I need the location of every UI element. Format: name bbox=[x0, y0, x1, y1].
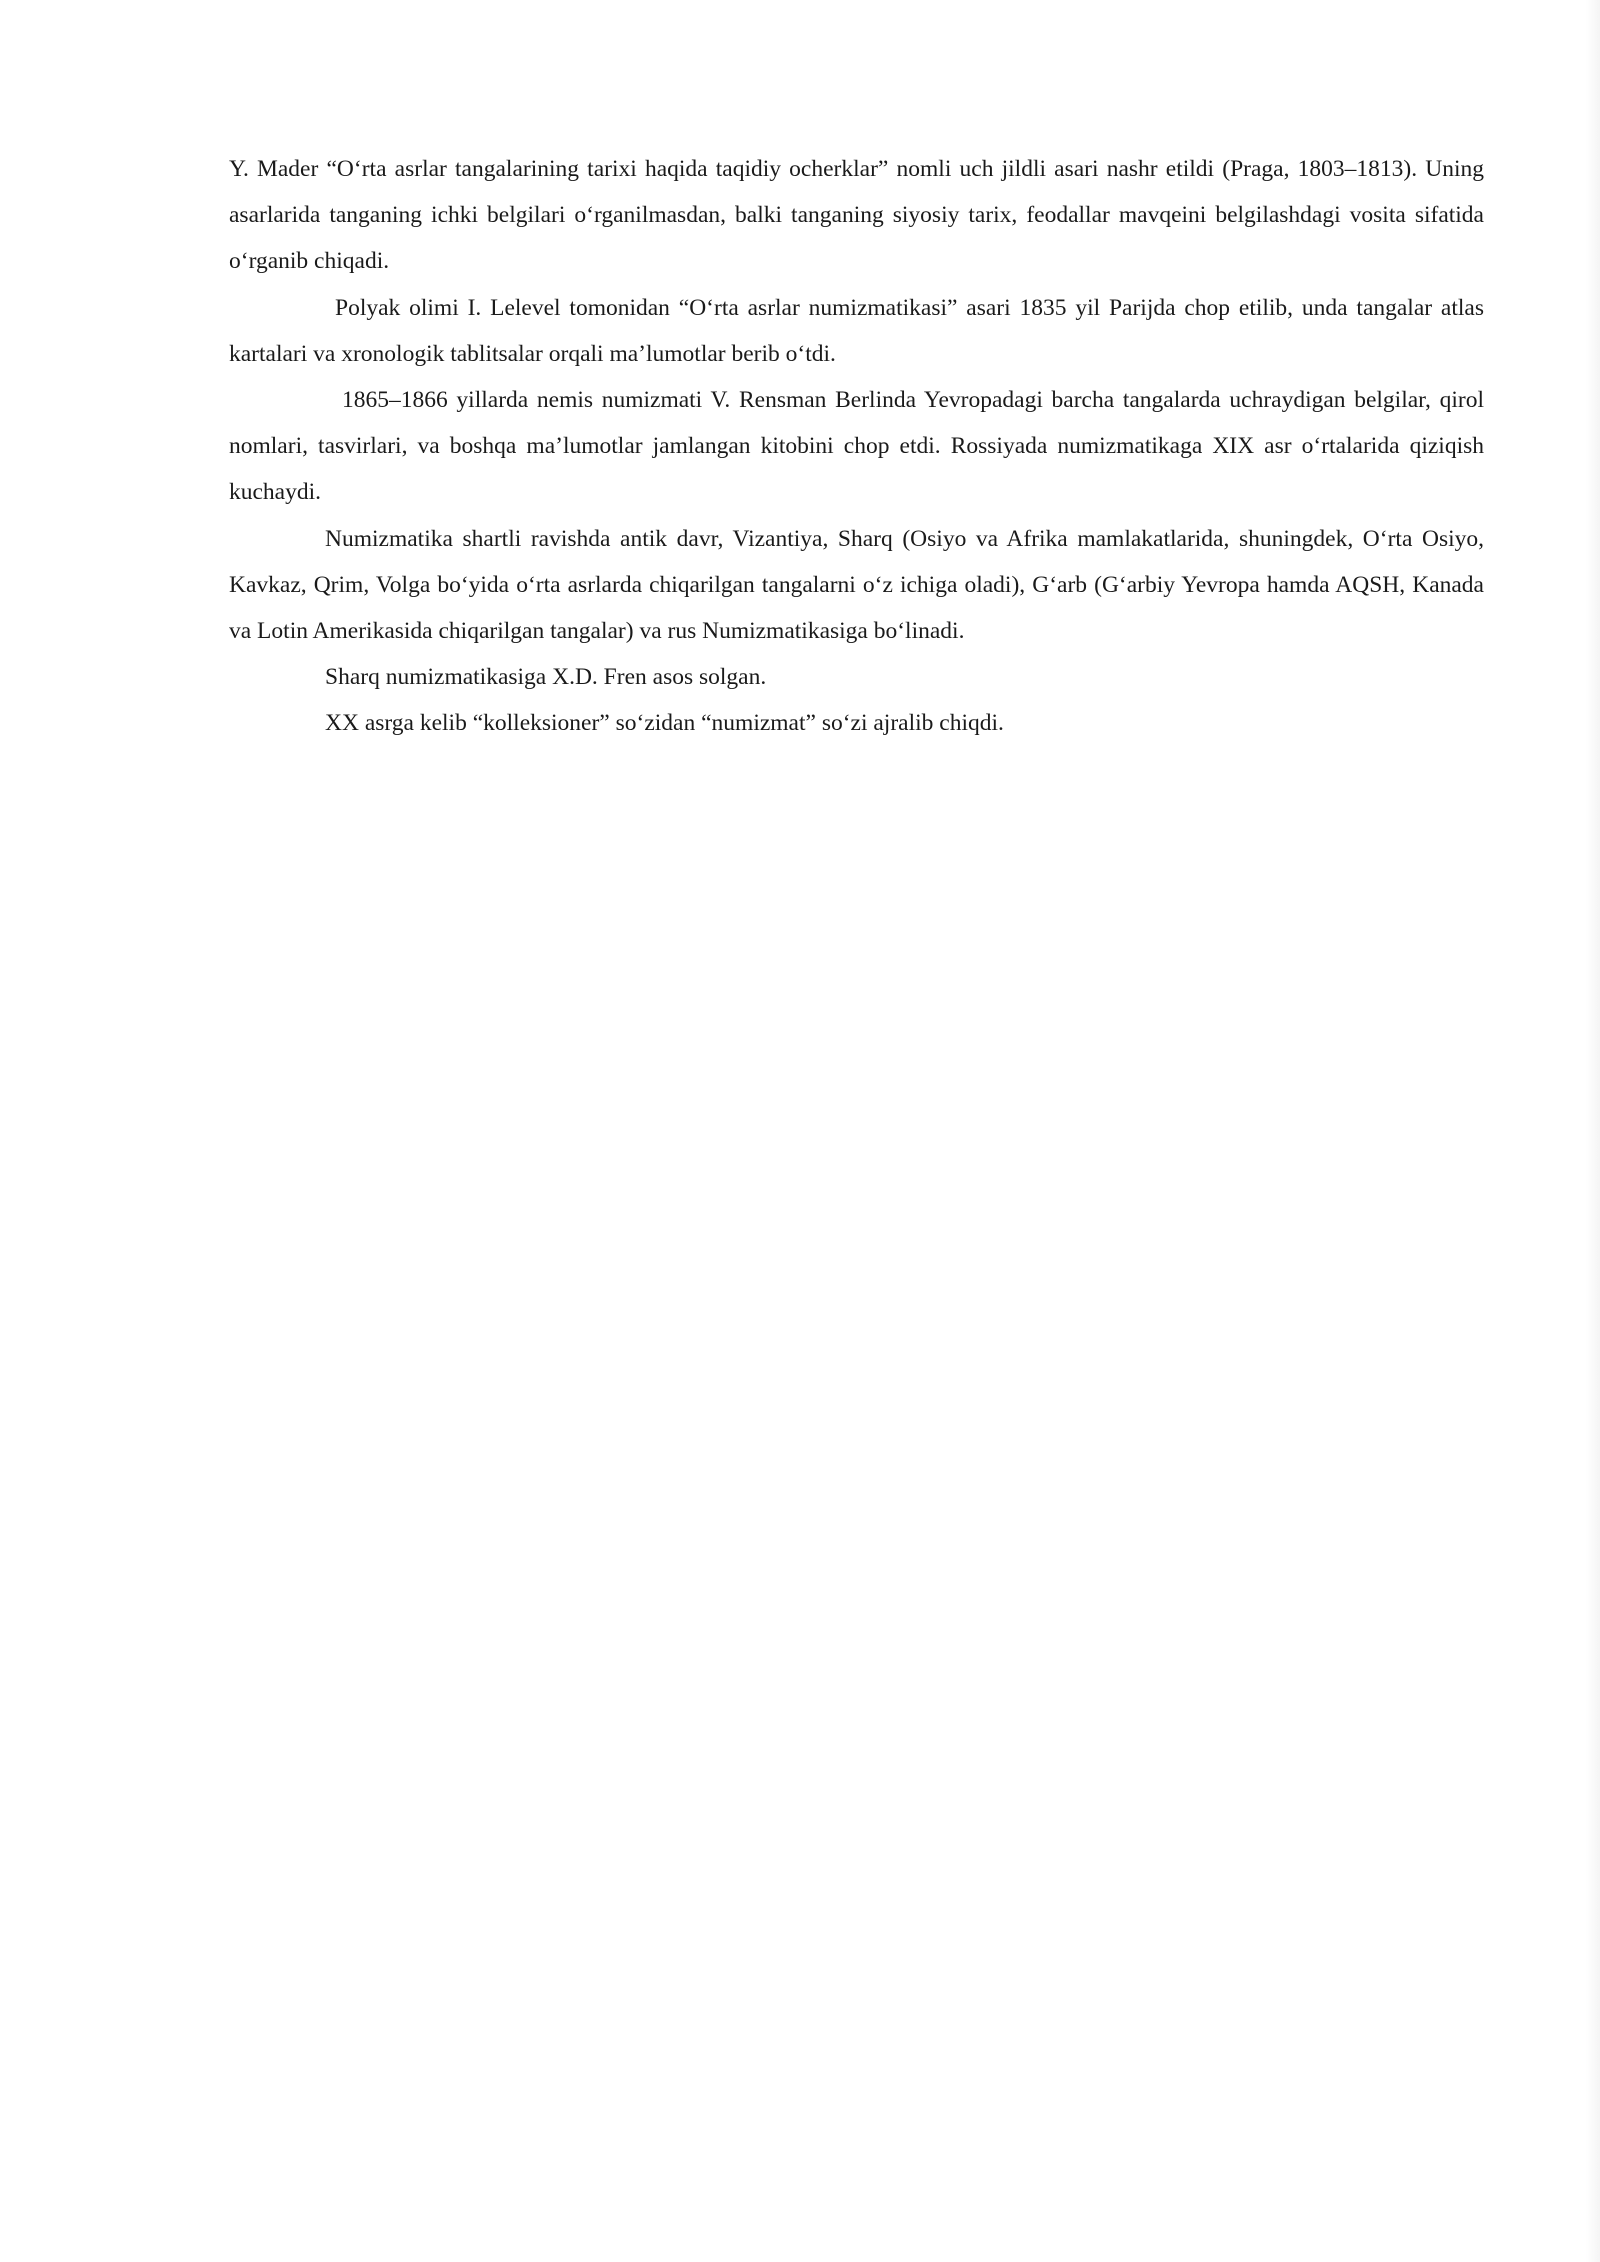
paragraph-fren: Sharq numizmatikasiga X.D. Fren asos solgan. bbox=[325, 664, 767, 691]
paragraph-numismatics-divisions: Numizmatika shartli ravishda antik davr, Vizantiya, Sharq (Osiyo va Afrika mamlakatlarida, shuningdek, O‘rta Osiyo, Kavkaz, Qrim, Volga bo‘yida o‘rta asrlarda chiqarilgan tangalarni o‘z ichiga oladi), G‘arb (G‘arbiy Yevropa hamda AQSH, Kanada va Lotin Amerikasida chiqarilgan tangalar) va rus Numizmatikasiga bo‘linadi. bbox=[229, 525, 1484, 645]
paragraph-lelevel: Polyak olimi I. Lelevel tomonidan “O‘rta asrlar numizmatikasi” asari 1835 yil Parijda chop etilib, unda tangalar atlas kartalari va xronologik tablitsalar orqali ma’lumotlar berib o‘tdi. bbox=[229, 294, 1484, 367]
paragraph-rensman: 1865–1866 yillarda nemis numizmati V. Rensman Berlinda Yevropadagi barcha tangalarda uchraydigan belgilar, qirol nomlari, tasvirlari, va boshqa ma’lumotlar jamlangan kitobini chop etdi. Rossiyada numizmatikaga XIX asr o‘rtalarida qiziqish kuchaydi. bbox=[229, 387, 1484, 506]
paragraph-numizmat-term: XX asrga kelib “kolleksioner” so‘zidan “numizmat” so‘zi ajralib chiqdi. bbox=[325, 710, 1004, 737]
page-edge-shadow bbox=[1586, 0, 1600, 2262]
paragraph-mader: Y. Mader “O‘rta asrlar tangalarining tarixi haqida taqidiy ocherklar” nomli uch jildli asari nashr etildi (Praga, 1803–1813). Uning asarlarida tanganing ichki belgilari o‘rganilmasdan, balki tanganing siyosiy tarix, feodallar mavqeini belgilashdagi vosita sifatida o‘rganib chiqadi. bbox=[229, 156, 1484, 275]
document-body bbox=[229, 146, 1484, 747]
